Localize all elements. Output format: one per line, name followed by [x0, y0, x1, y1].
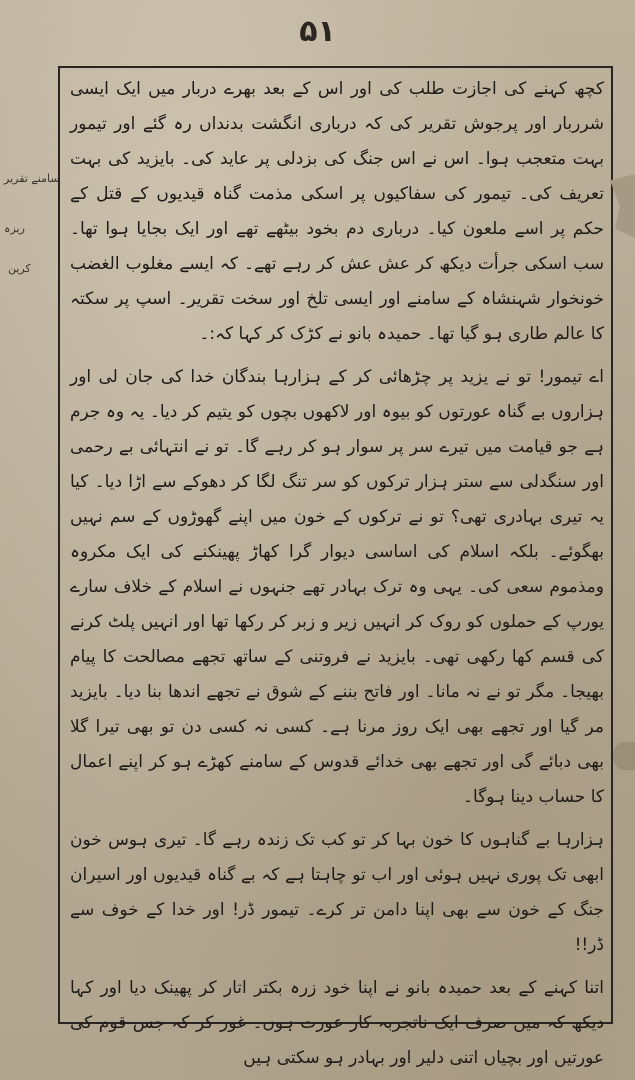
paragraph: کچھ کہنے کی اجازت طلب کی اور اس کے بعد بھرے دربار میں ایک ایسی شرربار اور پرجوش تقریر کی کہ درباری انگشت بدنداں رہ گئے اور تیمور بہت متعجب ہوا۔ اس نے اس جنگ کی بزدلی پر عاید کی۔ بایزید کی بہت تعریف کی۔ تیمور کی سفاکیوں پر اسکی مذمت گناہ قیدیوں کے قتل کے حکم پر اسے ملعون کیا۔ درباری دم بخود بیٹھے تھے اور ایک بجایا ہوا تھا۔ سب اسکی جرأت دیکھ کر عش عش کر رہے تھے۔ کہ ایسے مغلوب الغضب خونخوار شہنشاہ کے سامنے اور ایسی تلخ اور سخت تقریر۔ اسپ پر سکتہ کا عالم طاری ہو گیا تھا۔ حمیدہ بانو نے کڑک کر کہا کہ:۔ [70, 79, 604, 344]
margin-note: ریزہ [4, 222, 25, 235]
paper-tear [610, 174, 635, 238]
margin-note: کرین [8, 262, 31, 275]
paragraph: اتنا کہنے کے بعد حمیدہ بانو نے اپنا خود زرہ بکتر اتار کر پھینک دیا اور کہا دیکھ کہ میں صرف ایک ناتجربہ کار عورت ہوں۔ غور کر کہ جس قوم کی عورتیں اور بچیاں اتنی دلیر اور بہادر ہو سکتی ہیں [70, 978, 604, 1068]
paper-stain [613, 742, 635, 770]
paragraph: اے تیمور! تو نے یزید پر چڑھائی کر کے ہزارہا بندگان خدا کی جان لی اور ہزاروں بے گناہ عورتوں کو بیوہ اور لاکھوں بچوں کو یتیم کر دیا۔ یہ وہ جرم ہے جو قیامت میں تیرے سر پر سوار ہو کر رہے گا۔ تو نے انتہائی بے رحمی اور سنگدلی سے ستر ہزار ترکوں کو سر تنگ لگا کر دھوکے سے اڑا دیا۔ کیا یہ تیری بہادری تھی؟ تو نے ترکوں کے خون میں اپنے گھوڑوں کے سم نہیں بھگوئے۔ بلکہ اسلام کی اساسی دیوار گرا کھاڑ پھینکنے کی ایک مکروہ ومذموم سعی کی۔ یہی وہ ترک بہادر تھے جنہوں نے اسلام کے خلاف سارے یورپ کے حملوں کو روک کر انہیں زیر و زبر کر رکھا تھا اور انہیں پلٹ کرنے کی قسم کھا رکھی تھی۔ بایزید نے فروتنی کے ساتھ تجھے مصالحت کا پیام بھیجا۔ مگر تو نے نہ مانا۔ اور فاتح بننے کے شوق نے تجھے اندھا بنا دیا۔ بایزید مر گیا اور تجھے بھی ایک روز مرنا ہے۔ کسی نہ کسی دن تو بھی تیرا گلا بھی دبائے گی اور تجھے بھی خدائے قدوس کے سامنے کھڑے ہو کر اپنے اعمال کا حساب دینا ہوگا۔ [70, 367, 604, 807]
page-number: ۵۱ [299, 14, 336, 49]
body-text [70, 72, 604, 1068]
margin-note: سامنے تقریر [4, 172, 60, 185]
paragraph: ہزارہا بے گناہوں کا خون بہا کر تو کب تک زندہ رہے گا۔ تیری ہوس خون ابھی تک پوری نہیں ہوئی اور اب تو چاہتا ہے کہ بے گناہ قیدیوں اور اسیران جنگ کے خون سے بھی اپنا دامن تر کرے۔ تیمور ڈر! اور خدا کے خوف سے ڈر!! [70, 830, 604, 955]
